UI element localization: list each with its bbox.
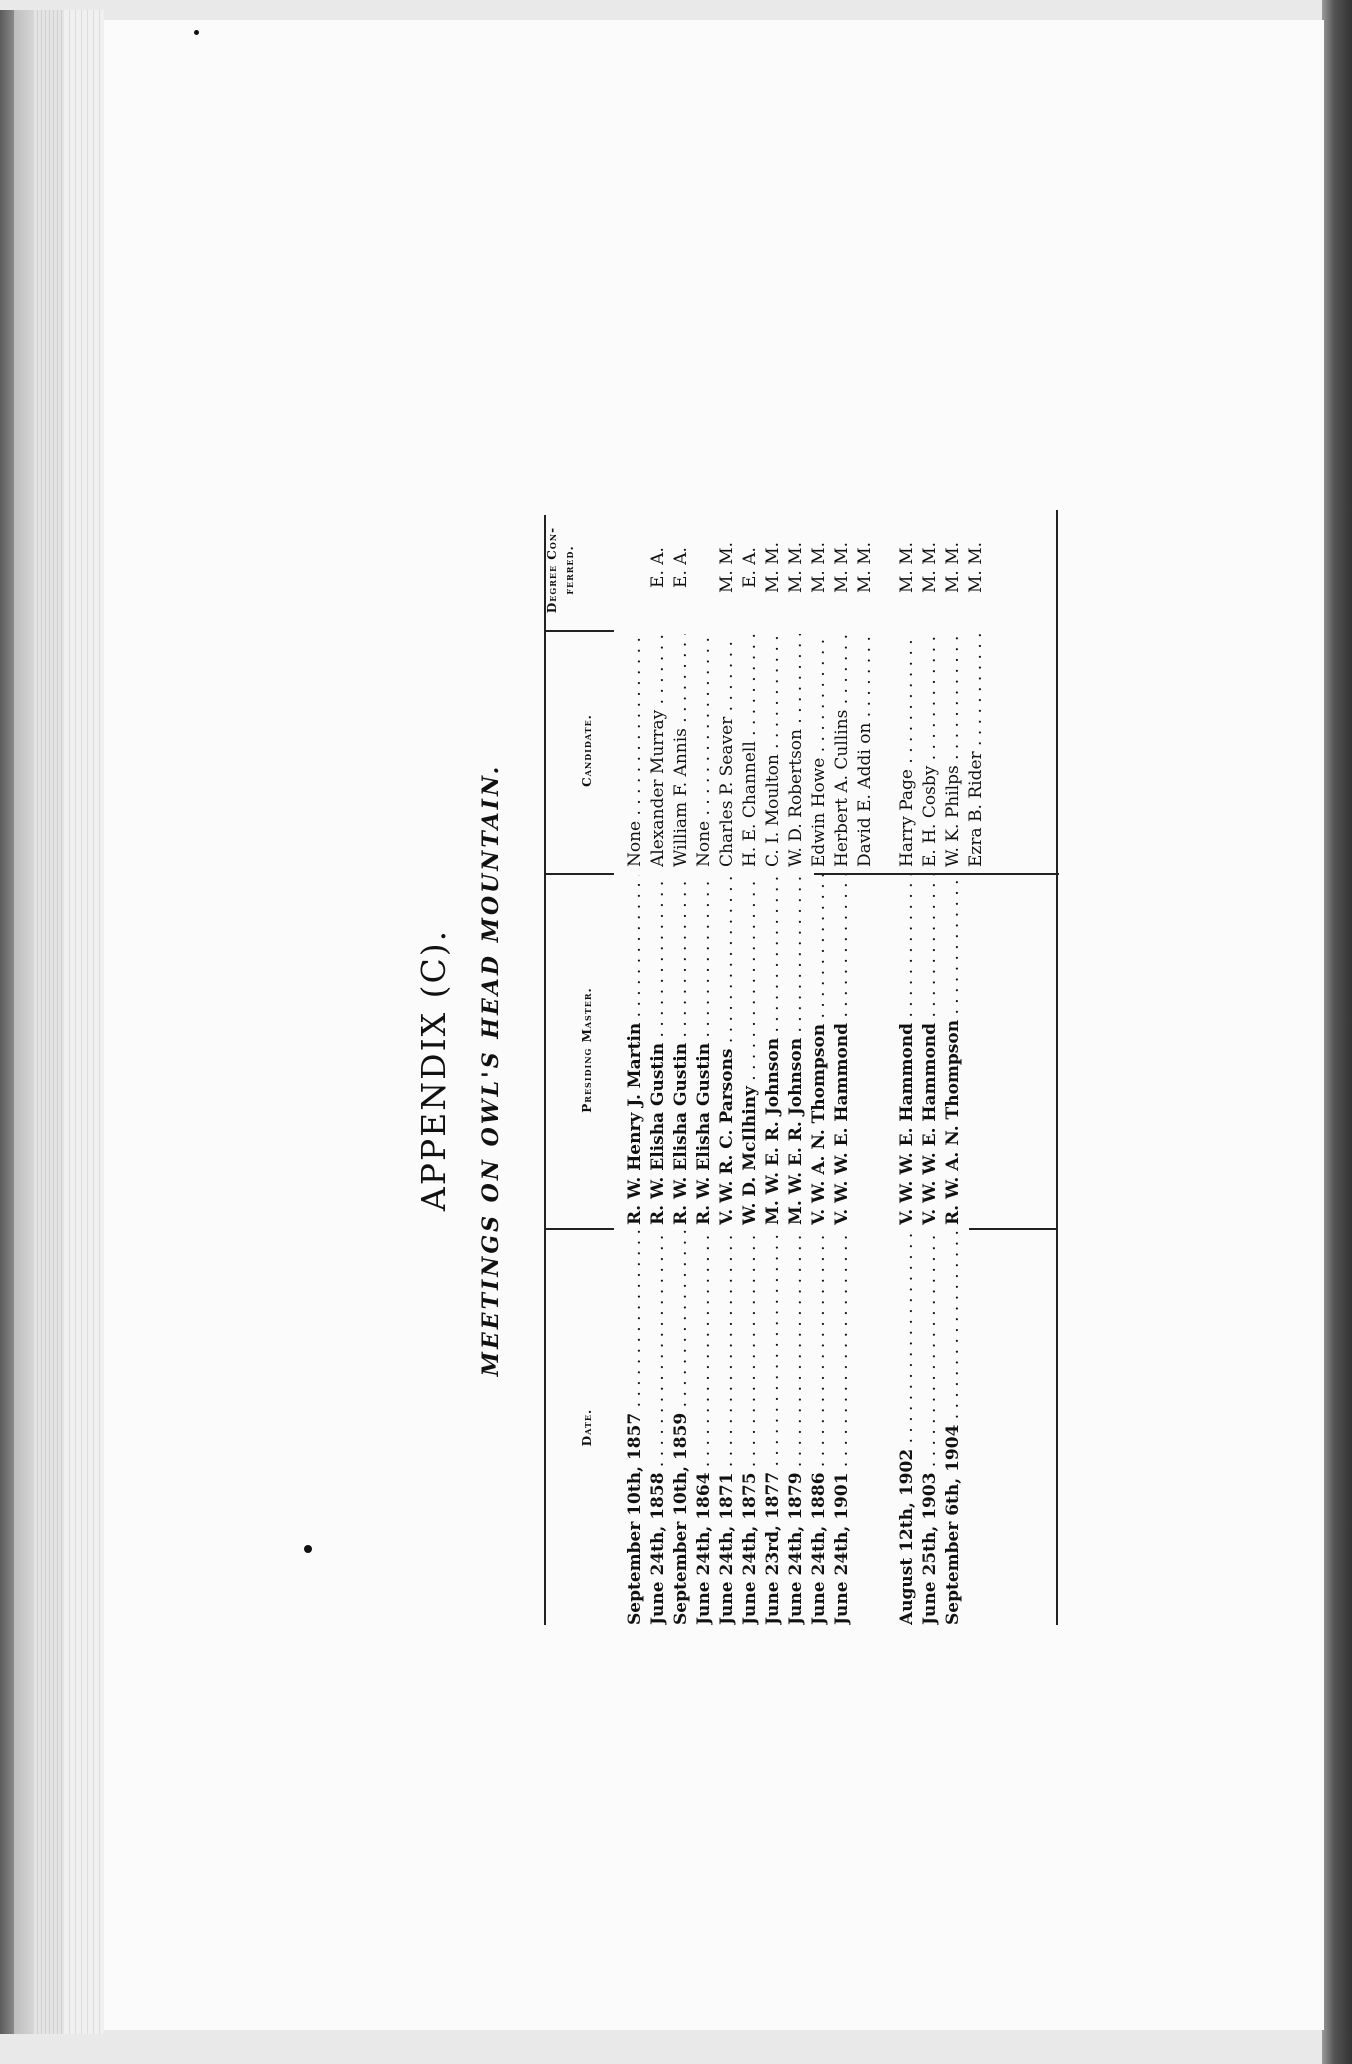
- degree-cell: M. M.: [897, 541, 917, 594]
- degree-cell: E. A.: [740, 547, 760, 588]
- table-row: [670, 505, 692, 1635]
- date-cell: September 6th, 1904 . . .: [942, 1230, 964, 1625]
- candidate-cell: Charles P. Seaver . . .: [716, 634, 738, 867]
- rotated-content: [414, 330, 1114, 1710]
- candidate-cell: Alexander Murray . . .: [647, 634, 669, 867]
- date-cell: June 24th, 1858 . . .: [647, 1230, 669, 1625]
- page-title: APPENDIX (C).: [414, 928, 453, 1212]
- degree-cell: M. M.: [966, 541, 986, 594]
- degree-cell: M. M.: [920, 541, 940, 594]
- candidate-cell: Ezra B. Rider . . .: [965, 634, 987, 867]
- meetings-table: [544, 505, 1064, 1635]
- degree-cell: M. M.: [943, 541, 963, 594]
- header-degree-conferred: Degree Con- ferred.: [545, 526, 576, 614]
- degree-cell: M. M.: [763, 541, 783, 594]
- date-cell: June 24th, 1871 . . .: [716, 1230, 738, 1625]
- presiding-master-cell: W. D. McIlhiny . . .: [739, 875, 761, 1225]
- header-candidate: Candidate.: [580, 714, 594, 787]
- table-row: [965, 505, 987, 1635]
- page-stack-edge: [14, 10, 34, 2034]
- degree-cell: M. M.: [855, 541, 875, 594]
- presiding-master-cell: V. W. W. E. Hammond . . .: [919, 875, 941, 1225]
- presiding-master-cell: R. W. Elisha Gustin . . .: [647, 875, 669, 1225]
- header-date: Date.: [580, 1408, 594, 1447]
- degree-cell: M. M.: [717, 541, 737, 594]
- degree-cell: M. M.: [832, 541, 852, 594]
- candidate-cell: None . . .: [693, 634, 715, 867]
- date-cell: September 10th, 1859 . . .: [670, 1230, 692, 1625]
- candidate-cell: William F. Annis . . .: [670, 634, 692, 867]
- degree-cell: E. A.: [671, 547, 691, 588]
- degree-cell: M. M.: [786, 541, 806, 594]
- table-row: [831, 505, 853, 1635]
- presiding-master-cell: R. W. Elisha Gustin . . .: [670, 875, 692, 1225]
- presiding-master-cell: R. W. A. N. Thompson . . .: [942, 875, 964, 1225]
- date-cell: June 23rd, 1877 . . .: [762, 1230, 784, 1625]
- candidate-cell: W. D. Robertson . . .: [785, 634, 807, 867]
- candidate-cell: Herbert A. Cullins . . .: [831, 634, 853, 867]
- degree-cell: M. M.: [809, 541, 829, 594]
- book-spine-edge: [0, 10, 14, 2034]
- date-cell: June 24th, 1901 . . .: [831, 1230, 853, 1625]
- candidate-cell: Harry Page . . .: [896, 634, 918, 867]
- date-cell: June 24th, 1875 . . .: [739, 1230, 761, 1625]
- table-row: [942, 505, 964, 1635]
- table-row: [919, 505, 941, 1635]
- table-row: [762, 505, 784, 1635]
- date-cell: June 25th, 1903 . . .: [919, 1230, 941, 1625]
- table-row: [716, 505, 738, 1635]
- date-cell: June 24th, 1886 . . .: [808, 1230, 830, 1625]
- date-cell: September 10th, 1857 . . .: [624, 1230, 646, 1625]
- table-row: [785, 505, 807, 1635]
- presiding-master-cell: V. W. W. E. Hammond . . .: [831, 875, 853, 1225]
- presiding-master-cell: M. W. E. R. Johnson . . .: [762, 875, 784, 1225]
- table-row: [624, 505, 646, 1635]
- candidate-cell: None . . .: [624, 634, 646, 867]
- date-cell: June 24th, 1879 . . .: [785, 1230, 807, 1625]
- table-row: [808, 505, 830, 1635]
- table-row: [854, 505, 876, 1635]
- ink-speck: [304, 1545, 312, 1553]
- page-stack-edge: [34, 10, 64, 2034]
- header-presiding-master: Presiding Master.: [580, 987, 594, 1113]
- book-page: [104, 20, 1324, 2030]
- presiding-master-cell: R. W. Elisha Gustin . . .: [693, 875, 715, 1225]
- candidate-cell: David E. Addi on . . .: [854, 634, 876, 867]
- ink-speck: [194, 30, 199, 35]
- degree-cell: E. A.: [648, 547, 668, 588]
- table-top-rule: [544, 515, 546, 1625]
- scan-border: [1322, 0, 1352, 2064]
- column-divider: [544, 630, 614, 632]
- presiding-master-cell: V. W. R. C. Parsons . . .: [716, 875, 738, 1225]
- page-subtitle: MEETINGS ON OWL'S HEAD MOUNTAIN.: [478, 763, 504, 1377]
- presiding-master-cell: R. W. Henry J. Martin . . .: [624, 875, 646, 1225]
- table-row: [647, 505, 669, 1635]
- candidate-cell: E. H. Cosby . . .: [919, 634, 941, 867]
- candidate-cell: C. I. Moulton . . .: [762, 634, 784, 867]
- table-row: [693, 505, 715, 1635]
- page-stack-edge: [64, 10, 104, 2034]
- presiding-master-cell: V. W. W. E. Hammond . . .: [896, 875, 918, 1225]
- table-row: [739, 505, 761, 1635]
- candidate-cell: H. E. Channell . . .: [739, 634, 761, 867]
- presiding-master-cell: M. W. E. R. Johnson . . .: [785, 875, 807, 1225]
- table-bottom-rule: [1056, 510, 1058, 1625]
- presiding-master-cell: V. W. A. N. Thompson . . .: [808, 875, 830, 1225]
- date-cell: August 12th, 1902 . . .: [896, 1230, 918, 1625]
- table-row: [896, 505, 918, 1635]
- candidate-cell: W. K. Philps . . .: [942, 634, 964, 867]
- date-cell: June 24th, 1864 . . .: [693, 1230, 715, 1625]
- candidate-cell: Edwin Howe . . .: [808, 634, 830, 867]
